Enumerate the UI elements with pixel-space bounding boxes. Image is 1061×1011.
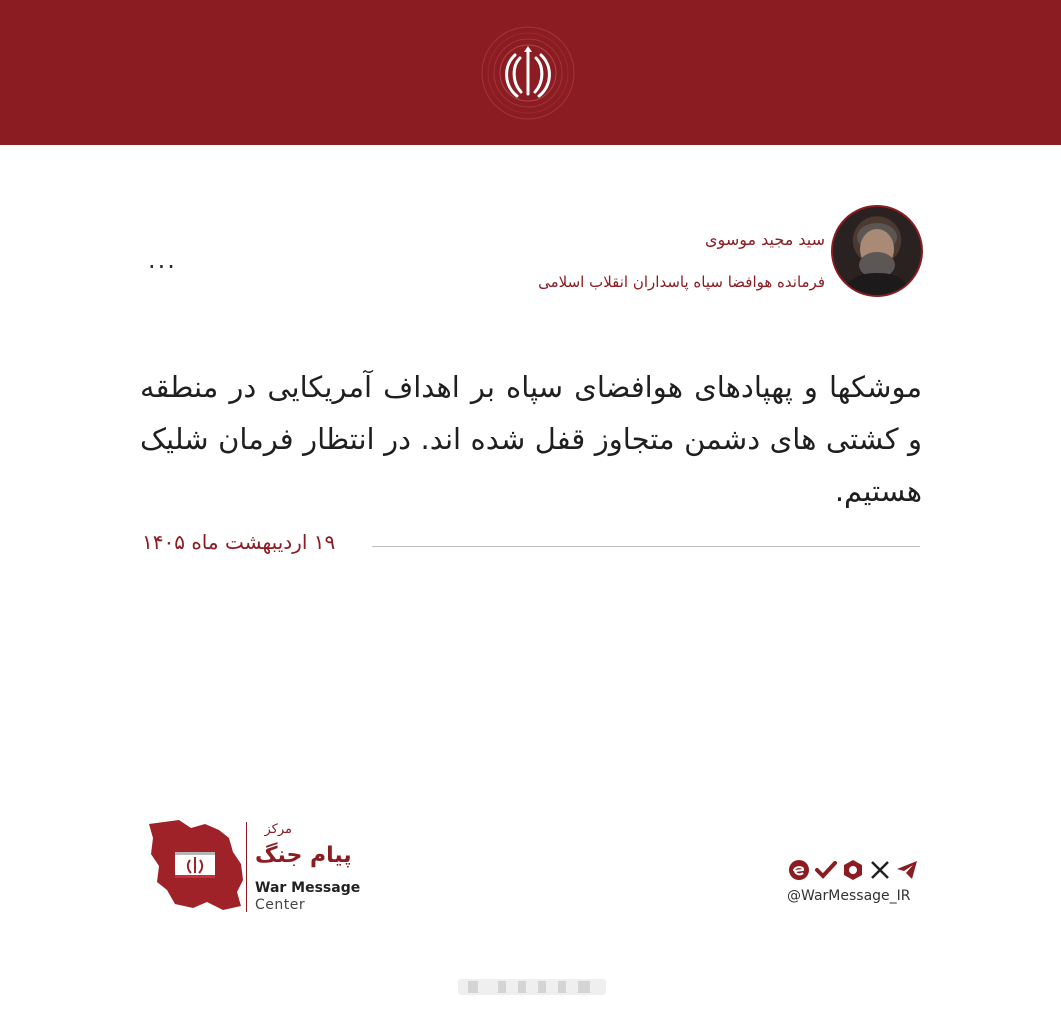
telegram-icon[interactable]	[895, 858, 919, 882]
x-icon[interactable]	[868, 858, 892, 882]
logo-arabic-main: پیام جنگ	[255, 843, 352, 868]
logo-english-line1: War Message	[255, 880, 361, 896]
post-date: ۱۹ اردیبهشت ماه ۱۴۰۵	[142, 530, 336, 554]
more-options-button[interactable]: ...	[148, 246, 177, 274]
author-avatar-wrap[interactable]	[831, 205, 921, 313]
author-role: فرمانده هوافضا سپاه پاسداران انقلاب اسلامی	[538, 273, 825, 291]
check-icon[interactable]	[814, 858, 838, 882]
social-icons	[787, 858, 922, 886]
eitaa-icon[interactable]	[787, 858, 811, 882]
pagination-bar	[458, 977, 606, 997]
avatar[interactable]	[831, 205, 923, 297]
logo-separator	[246, 822, 247, 912]
emblem-icon	[479, 24, 577, 122]
logo-arabic-top: مرکز	[264, 822, 292, 837]
post-text: موشکها و پهپادهای هوافضای سپاه بر اهداف آمریکایی در منطقه و کشتی های دشمن متجاوز قفل شده اند. در انتظار فرمان شلیک هستیم.	[140, 370, 922, 508]
rubika-icon[interactable]	[841, 858, 865, 882]
header-banner	[0, 0, 1061, 145]
divider	[372, 546, 920, 547]
social-handle[interactable]: @WarMessage_IR	[787, 888, 911, 904]
author-name[interactable]: سید مجید موسوی	[705, 230, 825, 249]
logo-english-line2: Center	[255, 897, 306, 913]
